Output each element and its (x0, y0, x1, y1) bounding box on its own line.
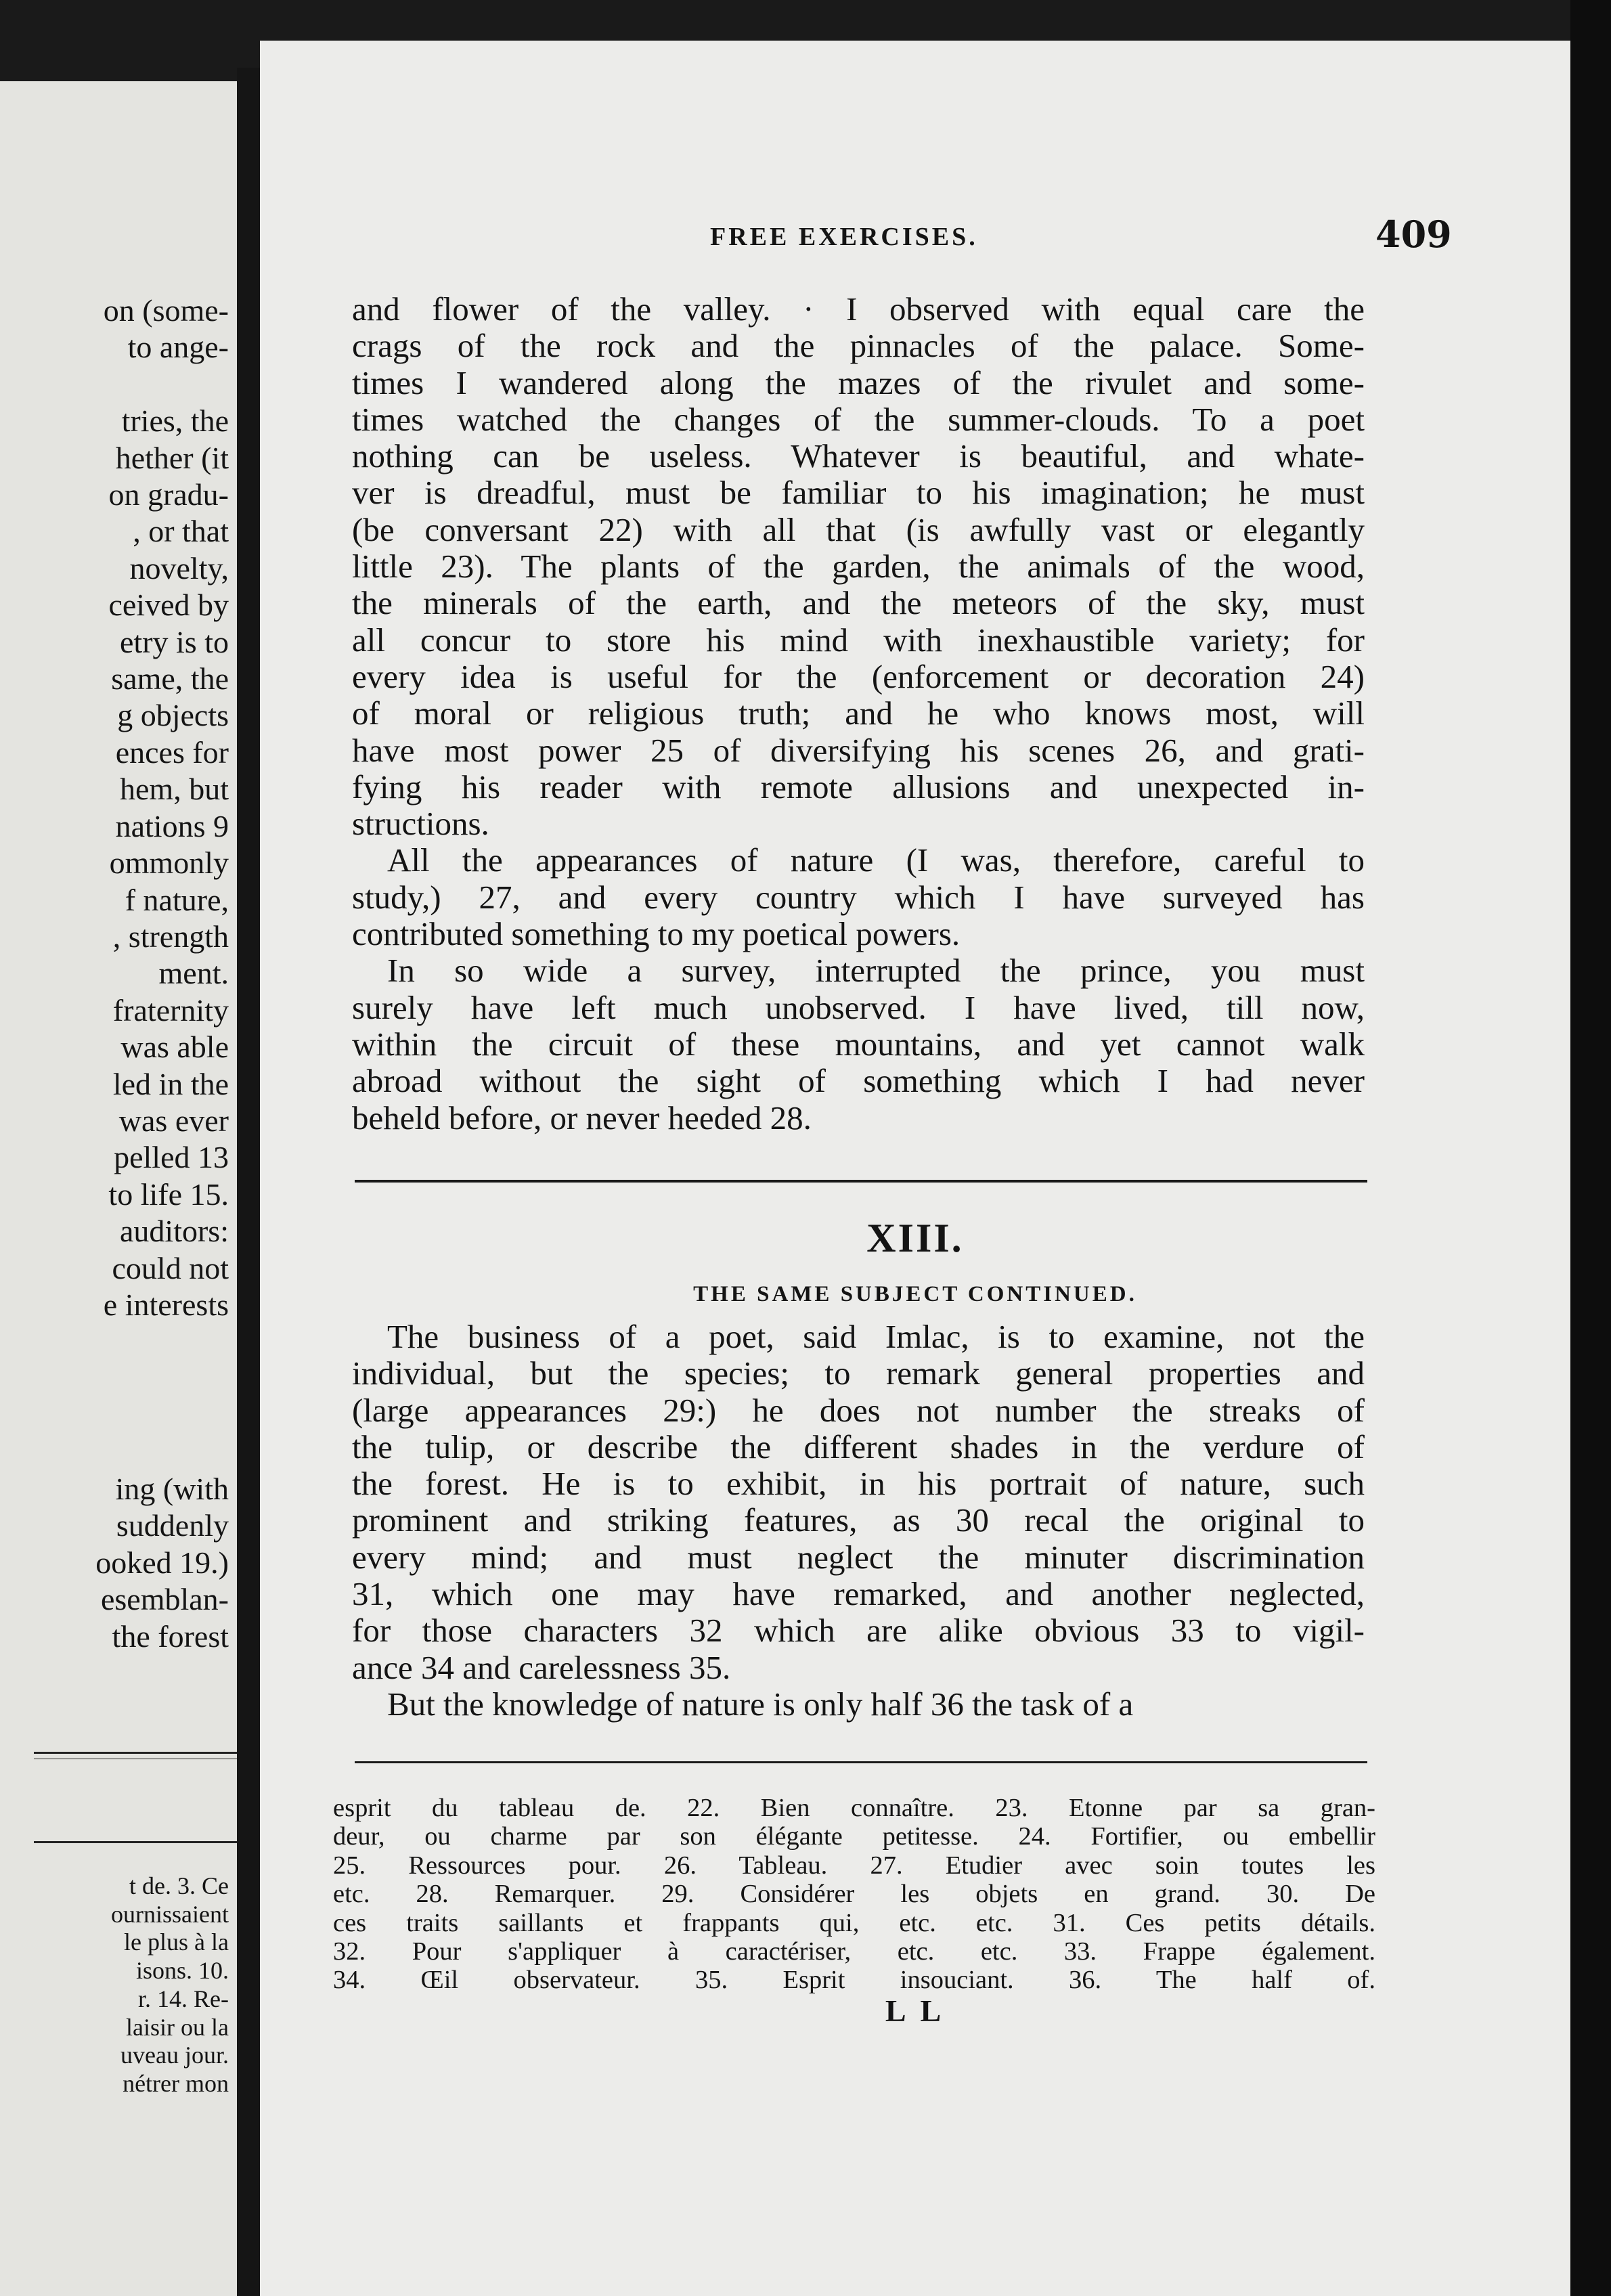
text-line: All the appearances of nature (I was, therefore, careful to (387, 841, 1365, 879)
text-line: ance 34 and carelessness 35. (352, 1648, 731, 1686)
left-page-line: auditors: (120, 1214, 229, 1249)
text-line: little 23). The plants of the garden, the animals of the wood, (352, 548, 1365, 586)
left-page-footnote-rule (34, 1841, 237, 1843)
text-line: every idea is useful for the (enforcement or decoration 24) (352, 657, 1365, 695)
left-page-line: ooked 19.) (95, 1545, 229, 1580)
left-page-line: on (some- (103, 293, 229, 328)
left-page-line: hether (it (115, 440, 229, 475)
footnote-divider (355, 1761, 1367, 1763)
section-number: XIII. (866, 1216, 964, 1260)
text-line: abroad without the sight of something which I had never (352, 1062, 1365, 1100)
text-line: every mind; and must neglect the minuter discrimination (352, 1538, 1365, 1576)
text-line: of moral or religious truth; and he who knows most, will (352, 694, 1365, 732)
left-page-footnote-line: t de. 3. Ce (129, 1872, 229, 1899)
left-page-footnote-line: laisir ou la (126, 2013, 229, 2041)
book-gutter (237, 68, 260, 2296)
left-page-line: was ever (118, 1103, 229, 1138)
text-line: The business of a poet, said Imlac, is to examine, not the (387, 1318, 1365, 1355)
left-page-line: novelty, (129, 550, 229, 586)
left-page-line: pelled 13 (114, 1140, 229, 1175)
footnote-line: 34. Œil observateur. 35. Esprit insouciant. 36. The half of. (333, 1966, 1375, 1995)
text-line: (large appearances 29:) he does not number the streaks of (352, 1391, 1365, 1429)
left-page-line: ommonly (109, 845, 229, 881)
paragraph (352, 952, 1365, 1136)
left-page-line: same, the (111, 661, 229, 697)
text-line: within the circuit of these mountains, and yet cannot walk (352, 1025, 1365, 1063)
left-page-footnote-line: ournissaient (111, 1900, 229, 1928)
text-line: have most power 25 of diversifying his scenes 26, and grati- (352, 731, 1365, 769)
left-page-line: , or that (133, 514, 229, 549)
left-page-line: f nature, (125, 882, 229, 917)
left-page-line: ment. (158, 956, 229, 991)
left-page-line: tries, the (121, 403, 229, 439)
text-line: and flower of the valley. · I observed with equal care the (352, 290, 1365, 328)
signature-mark: L L (885, 1993, 946, 2028)
text-line: structions. (352, 805, 489, 843)
paragraph (352, 842, 1365, 952)
footnote-line: etc. 28. Remarquer. 29. Considérer les objets en grand. 30. De (333, 1880, 1375, 1909)
left-page-line: g objects (117, 698, 229, 733)
left-page-line: was able (120, 1030, 229, 1065)
footnotes (333, 1794, 1375, 1995)
footnote-line: 25. Ressources pour. 26. Tableau. 27. Etudier avec soin toutes les (333, 1851, 1375, 1880)
left-page-line: ences for (115, 734, 229, 770)
paragraph (352, 1319, 1365, 1686)
text-line: In so wide a survey, interrupted the prince, you must (387, 952, 1365, 990)
left-page-rule (34, 1752, 237, 1754)
left-page-line: could not (112, 1250, 229, 1285)
text-line: prominent and striking features, as 30 recal the original to (352, 1501, 1365, 1539)
text-line: the forest. He is to exhibit, in his portrait of nature, such (352, 1465, 1365, 1503)
text-line: all concur to store his mind with inexhaustible variety; for (352, 621, 1365, 659)
left-page-line (0, 1361, 229, 1397)
left-page-line: hem, but (120, 772, 229, 807)
left-page-line: etry is to (120, 624, 229, 659)
text-line: surely have left much unobserved. I have lived, till now, (352, 988, 1365, 1026)
book-page (260, 41, 1570, 2296)
text-line: contributed something to my poetical powers. (352, 915, 961, 953)
left-page-footnote-line: r. 14. Re- (138, 1985, 229, 2012)
text-line: ver is dreadful, must be familiar to his imagination; he must (352, 474, 1365, 512)
left-page-line: to life 15. (108, 1176, 229, 1212)
section-title: THE SAME SUBJECT CONTINUED. (693, 1282, 1137, 1306)
left-page-line: ceived by (108, 588, 229, 623)
left-page-footnote-line: uveau jour. (120, 2041, 229, 2069)
footnote-line: 32. Pour s'appliquer à caractériser, etc. etc. 33. Frappe également. (333, 1937, 1375, 1966)
text-line: fying his reader with remote allusions and unexpected in- (352, 768, 1365, 805)
left-page-line: fraternity (112, 992, 229, 1028)
left-page-text (0, 292, 229, 1655)
paragraph (352, 1686, 1365, 1723)
left-page-line: nations 9 (115, 808, 229, 843)
text-line: (be conversant 22) with all that (is awfully vast or elegantly (352, 510, 1365, 548)
left-page-footnote-line: nétrer mon (123, 2069, 229, 2097)
footnote-line: ces traits saillants et frappants qui, etc. etc. 31. Ces petits détails. (333, 1908, 1375, 1937)
text-line: nothing can be useless. Whatever is beautiful, and whate- (352, 437, 1365, 475)
section-divider (355, 1180, 1367, 1183)
left-page-line: led in the (112, 1066, 229, 1101)
section-1-text (352, 291, 1365, 1136)
left-page-line: ing (with (115, 1472, 229, 1506)
left-page-line: suddenly (116, 1508, 229, 1543)
left-page-line: on gradu- (108, 477, 229, 512)
footnote-line: esprit du tableau de. 22. Bien connaître. 23. Etonne par sa gran- (333, 1794, 1375, 1822)
text-line: times I wandered along the mazes of the rivulet and some- (352, 363, 1365, 401)
text-line: for those characters 32 which are alike obvious 33 to vigil- (352, 1612, 1365, 1650)
left-page-line: the forest (112, 1618, 229, 1654)
left-page-line: e interests (103, 1287, 229, 1322)
left-page-line (0, 1434, 229, 1471)
left-page-line (0, 366, 229, 403)
left-page-line (0, 1397, 229, 1434)
text-line: times watched the changes of the summer-clouds. To a poet (352, 400, 1365, 438)
running-head: FREE EXERCISES. (710, 223, 978, 251)
page-number: 409 (1375, 213, 1452, 256)
text-line: the minerals of the earth, and the meteors of the sky, must (352, 584, 1365, 622)
left-page-footnote-line: isons. 10. (135, 1957, 229, 1985)
paragraph (352, 291, 1365, 842)
text-line: crags of the rock and the pinnacles of the palace. Some- (352, 327, 1365, 365)
text-line: But the knowledge of nature is only half 36 the task of a (387, 1685, 1134, 1723)
page-header (260, 213, 1570, 265)
left-page-footnote-line: le plus à la (124, 1928, 229, 1956)
text-line: study,) 27, and every country which I have surveyed has (352, 878, 1365, 916)
text-line: the tulip, or describe the different shades in the verdure of (352, 1428, 1365, 1465)
left-facing-page (0, 81, 237, 2296)
text-line: beheld before, or never heeded 28. (352, 1099, 812, 1136)
left-page-line (0, 1323, 229, 1360)
section-2-text (352, 1319, 1365, 1723)
text-line: individual, but the species; to remark general properties and (352, 1354, 1365, 1392)
left-page-footnotes (0, 1872, 229, 2098)
book-edge (1570, 0, 1611, 2296)
left-page-line: , strength (112, 919, 229, 954)
left-page-line: esemblan- (100, 1582, 229, 1617)
footnote-line: deur, ou charme par son élégante petitesse. 24. Fortifier, ou embellir (333, 1822, 1375, 1851)
left-page-line: to ange- (127, 330, 229, 365)
text-line: 31, which one may have remarked, and another neglected, (352, 1575, 1365, 1613)
